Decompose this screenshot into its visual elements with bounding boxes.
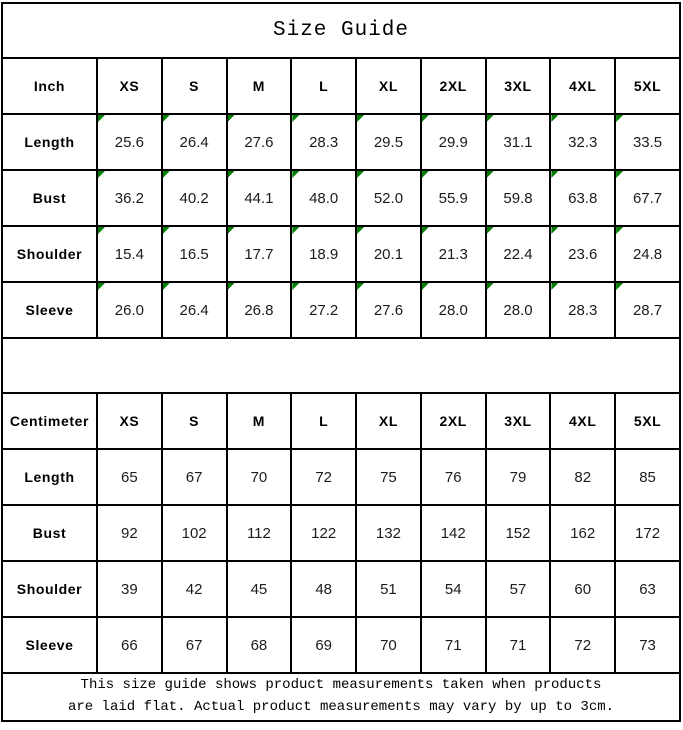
size-header-xl: XL <box>356 393 421 449</box>
measurement-cell: 44.1 <box>227 170 292 226</box>
cell-marker-icon <box>487 171 494 178</box>
cell-marker-icon <box>487 227 494 234</box>
cell-marker-icon <box>98 227 105 234</box>
cell-marker-icon <box>292 171 299 178</box>
cm-header-row <box>2 393 680 449</box>
measurement-cell: 27.2 <box>291 282 356 338</box>
cell-marker-icon <box>292 283 299 290</box>
size-header-xs: XS <box>97 393 162 449</box>
measurement-cell: 18.9 <box>291 226 356 282</box>
measurement-cell: 71 <box>486 617 551 673</box>
cell-marker-icon <box>163 171 170 178</box>
unit-header-centimeter: Centimeter <box>2 393 97 449</box>
unit-header-inch: Inch <box>2 58 97 114</box>
measurement-cell: 39 <box>97 561 162 617</box>
row-label: Length <box>2 114 97 170</box>
table-row-inch-sleeve <box>2 282 680 338</box>
measurement-cell: 65 <box>97 449 162 505</box>
measurement-cell: 48.0 <box>291 170 356 226</box>
table-row-inch-length <box>2 114 680 170</box>
table-row-inch-shoulder <box>2 226 680 282</box>
measurement-cell: 26.4 <box>162 282 227 338</box>
measurement-cell: 20.1 <box>356 226 421 282</box>
cell-marker-icon <box>422 115 429 122</box>
size-header-4xl: 4XL <box>550 393 615 449</box>
measurement-cell: 15.4 <box>97 226 162 282</box>
measurement-cell: 16.5 <box>162 226 227 282</box>
cell-marker-icon <box>292 227 299 234</box>
size-header-3xl: 3XL <box>486 58 551 114</box>
row-label: Shoulder <box>2 226 97 282</box>
cell-marker-icon <box>487 115 494 122</box>
measurement-cell: 60 <box>550 561 615 617</box>
size-header-l: L <box>291 393 356 449</box>
measurement-cell: 27.6 <box>356 282 421 338</box>
measurement-cell: 29.9 <box>421 114 486 170</box>
footer-note-line1: This size guide shows product measurements taken when products <box>80 677 602 694</box>
measurement-cell: 26.4 <box>162 114 227 170</box>
cell-marker-icon <box>228 171 235 178</box>
measurement-cell: 82 <box>550 449 615 505</box>
measurement-cell: 42 <box>162 561 227 617</box>
cell-marker-icon <box>551 227 558 234</box>
measurement-cell: 28.0 <box>421 282 486 338</box>
footer-row <box>2 673 680 721</box>
table-row-cm-bust <box>2 505 680 561</box>
measurement-cell: 23.6 <box>550 226 615 282</box>
cell-marker-icon <box>422 283 429 290</box>
size-header-2xl: 2XL <box>421 393 486 449</box>
spacer-row <box>2 338 680 393</box>
measurement-cell: 31.1 <box>486 114 551 170</box>
measurement-cell: 52.0 <box>356 170 421 226</box>
measurement-cell: 55.9 <box>421 170 486 226</box>
measurement-cell: 48 <box>291 561 356 617</box>
cell-marker-icon <box>422 227 429 234</box>
measurement-cell: 54 <box>421 561 486 617</box>
table-row-inch-bust <box>2 170 680 226</box>
row-label: Length <box>2 449 97 505</box>
cell-marker-icon <box>616 283 623 290</box>
cell-marker-icon <box>228 283 235 290</box>
measurement-cell: 57 <box>486 561 551 617</box>
measurement-cell: 21.3 <box>421 226 486 282</box>
measurement-cell: 63 <box>615 561 680 617</box>
measurement-cell: 63.8 <box>550 170 615 226</box>
measurement-cell: 45 <box>227 561 292 617</box>
measurement-cell: 67 <box>162 617 227 673</box>
table-row-cm-shoulder <box>2 561 680 617</box>
cell-marker-icon <box>292 115 299 122</box>
cell-marker-icon <box>357 227 364 234</box>
title-row <box>2 3 680 58</box>
size-header-4xl: 4XL <box>550 58 615 114</box>
measurement-cell: 24.8 <box>615 226 680 282</box>
measurement-cell: 72 <box>550 617 615 673</box>
size-header-m: M <box>227 58 292 114</box>
cell-marker-icon <box>422 171 429 178</box>
cell-marker-icon <box>551 171 558 178</box>
measurement-cell: 92 <box>97 505 162 561</box>
measurement-cell: 36.2 <box>97 170 162 226</box>
measurement-cell: 72 <box>291 449 356 505</box>
row-label: Bust <box>2 170 97 226</box>
measurement-cell: 59.8 <box>486 170 551 226</box>
measurement-cell: 79 <box>486 449 551 505</box>
measurement-cell: 162 <box>550 505 615 561</box>
size-header-5xl: 5XL <box>615 58 680 114</box>
measurement-cell: 33.5 <box>615 114 680 170</box>
cell-marker-icon <box>487 283 494 290</box>
measurement-cell: 27.6 <box>227 114 292 170</box>
measurement-cell: 67 <box>162 449 227 505</box>
table-row-cm-sleeve <box>2 617 680 673</box>
measurement-cell: 25.6 <box>97 114 162 170</box>
measurement-cell: 28.7 <box>615 282 680 338</box>
size-header-2xl: 2XL <box>421 58 486 114</box>
measurement-cell: 68 <box>227 617 292 673</box>
cell-marker-icon <box>163 227 170 234</box>
inch-header-row <box>2 58 680 114</box>
measurement-cell: 142 <box>421 505 486 561</box>
spacer-cell <box>2 338 680 393</box>
cell-marker-icon <box>163 115 170 122</box>
measurement-cell: 40.2 <box>162 170 227 226</box>
measurement-cell: 28.0 <box>486 282 551 338</box>
measurement-cell: 51 <box>356 561 421 617</box>
cell-marker-icon <box>98 283 105 290</box>
measurement-cell: 69 <box>291 617 356 673</box>
measurement-cell: 17.7 <box>227 226 292 282</box>
measurement-cell: 32.3 <box>550 114 615 170</box>
cell-marker-icon <box>616 115 623 122</box>
cell-marker-icon <box>228 115 235 122</box>
cell-marker-icon <box>616 171 623 178</box>
size-header-m: M <box>227 393 292 449</box>
measurement-cell: 29.5 <box>356 114 421 170</box>
row-label: Sleeve <box>2 617 97 673</box>
measurement-cell: 112 <box>227 505 292 561</box>
measurement-cell: 28.3 <box>550 282 615 338</box>
cell-marker-icon <box>98 171 105 178</box>
size-header-l: L <box>291 58 356 114</box>
cell-marker-icon <box>551 283 558 290</box>
cell-marker-icon <box>357 115 364 122</box>
size-header-xs: XS <box>97 58 162 114</box>
measurement-cell: 26.0 <box>97 282 162 338</box>
cell-marker-icon <box>98 115 105 122</box>
cell-marker-icon <box>357 283 364 290</box>
measurement-cell: 22.4 <box>486 226 551 282</box>
measurement-cell: 75 <box>356 449 421 505</box>
measurement-cell: 70 <box>356 617 421 673</box>
cell-marker-icon <box>163 283 170 290</box>
measurement-cell: 132 <box>356 505 421 561</box>
cell-marker-icon <box>228 227 235 234</box>
measurement-cell: 122 <box>291 505 356 561</box>
size-header-xl: XL <box>356 58 421 114</box>
page-title: Size Guide <box>2 3 680 58</box>
cell-marker-icon <box>357 171 364 178</box>
measurement-cell: 67.7 <box>615 170 680 226</box>
measurement-cell: 70 <box>227 449 292 505</box>
measurement-cell: 28.3 <box>291 114 356 170</box>
footer-note-line2: are laid flat. Actual product measurements may vary by up to 3cm. <box>67 699 615 715</box>
row-label: Bust <box>2 505 97 561</box>
size-header-5xl: 5XL <box>615 393 680 449</box>
measurement-cell: 102 <box>162 505 227 561</box>
measurement-cell: 85 <box>615 449 680 505</box>
measurement-cell: 66 <box>97 617 162 673</box>
size-header-3xl: 3XL <box>486 393 551 449</box>
size-header-s: S <box>162 58 227 114</box>
measurement-cell: 26.8 <box>227 282 292 338</box>
measurement-cell: 71 <box>421 617 486 673</box>
row-label: Sleeve <box>2 282 97 338</box>
measurement-cell: 152 <box>486 505 551 561</box>
size-header-s: S <box>162 393 227 449</box>
footer-note <box>2 673 680 721</box>
row-label: Shoulder <box>2 561 97 617</box>
cell-marker-icon <box>616 227 623 234</box>
table-row-cm-length <box>2 449 680 505</box>
measurement-cell: 172 <box>615 505 680 561</box>
size-guide-table <box>1 2 681 722</box>
measurement-cell: 73 <box>615 617 680 673</box>
measurement-cell: 76 <box>421 449 486 505</box>
cell-marker-icon <box>551 115 558 122</box>
